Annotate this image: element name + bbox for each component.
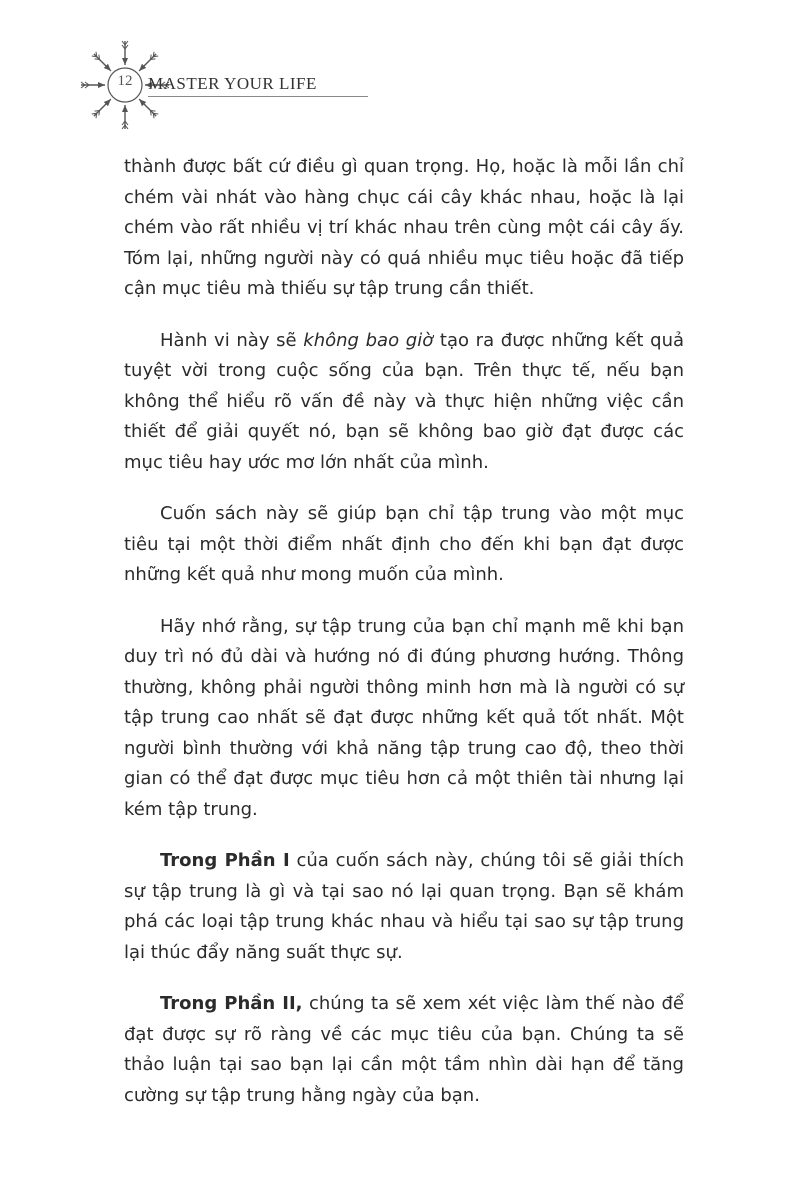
paragraph-5-rest: của cuốn sách này, chúng tôi sẽ giải thích sự tập trung là gì và tại sao nó lại quan trọng. Bạn sẽ khám phá các loại tập trung khác nhau và hiểu tại sao sự tập trung lại thúc đẩy năng suất thực sự. bbox=[124, 850, 684, 963]
header-rule bbox=[148, 96, 368, 97]
paragraph-6 bbox=[124, 989, 684, 1111]
paragraph-2 bbox=[124, 326, 684, 479]
paragraph-2-rest: tạo ra được những kết quả tuyệt vời trong cuộc sống của bạn. Trên thực tế, nếu bạn không thể hiểu rõ vấn đề này và thực hiện những việc cần thiết để giải quyết nó, bạn sẽ không bao giờ đạt được các mục tiêu hay ước mơ lớn nhất của mình. bbox=[124, 329, 685, 473]
paragraph-6-rest: chúng ta sẽ xem xét việc làm thế nào để đạt được sự rõ ràng về các mục tiêu của bạn. Chúng ta sẽ thảo luận tại sao bạn lại cần một tầm nhìn dài hạn để tăng cường sự tập trung hằng ngày của bạn. bbox=[124, 993, 684, 1106]
running-title: MASTER YOUR LIFE bbox=[148, 74, 317, 93]
emphasis-text: không bao giờ bbox=[303, 329, 434, 351]
paragraph-2-lead: Hành vi này sẽ bbox=[160, 329, 304, 351]
page-header bbox=[78, 38, 478, 138]
page-body bbox=[124, 152, 684, 1132]
paragraph-5 bbox=[124, 846, 684, 968]
paragraph-4: Hãy nhớ rằng, sự tập trung của bạn chỉ mạnh mẽ khi bạn duy trì nó đủ dài và hướng nó đi đúng phương hướng. Thông thường, không phải người thông minh hơn mà là người có sự tập trung cao nhất sẽ đạt được những kết quả tốt nhất. Một người bình thường với khả năng tập trung cao độ, theo thời gian có thể đạt được mục tiêu hơn cả một thiên tài nhưng lại kém tập trung. bbox=[124, 615, 684, 820]
page-number: 12 bbox=[117, 73, 133, 89]
part-2-heading: Trong Phần II, bbox=[160, 993, 303, 1014]
paragraph-3: Cuốn sách này sẽ giúp bạn chỉ tập trung vào một mục tiêu tại một thời điểm nhất định cho đến khi bạn đạt được những kết quả như mong muốn của mình. bbox=[124, 503, 684, 585]
part-1-heading: Trong Phần I bbox=[160, 850, 290, 871]
paragraph-1: thành được bất cứ điều gì quan trọng. Họ, hoặc là mỗi lần chỉ chém vài nhát vào hàng chục cái cây khác nhau, hoặc là lại chém vào rất nhiều vị trí khác nhau trên cùng một cái cây ấy. Tóm lại, những người này có quá nhiều mục tiêu hoặc đã tiếp cận mục tiêu mà thiếu sự tập trung cần thiết. bbox=[124, 156, 684, 299]
